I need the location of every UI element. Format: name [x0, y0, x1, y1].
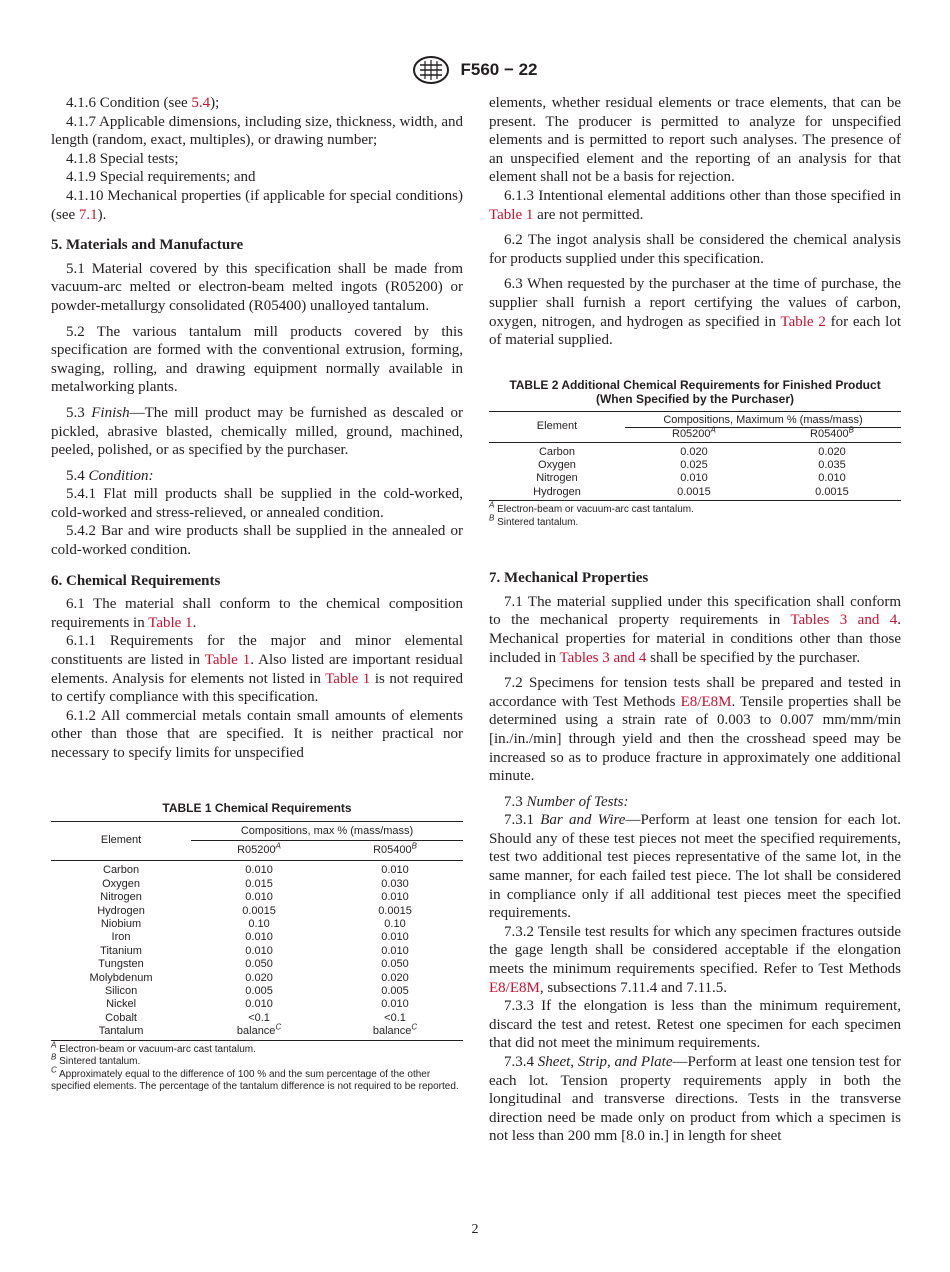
clause-7-3-3: 7.3.3 If the elongation is less than the minimum requirement, discard the test and retest. Retest one specimen for each specimen that did not meet the minimum requirements.: [489, 998, 901, 1052]
table-2-row: [489, 459, 901, 472]
link-table-1[interactable]: Table 1: [204, 652, 251, 669]
page-number: 2: [471, 1222, 479, 1237]
table-1-cell-a: 0.010: [245, 891, 273, 904]
table-1-cell-element: Cobalt: [105, 1011, 137, 1024]
clause-7-1: 7.1 The material supplied under this specification shall conform to the mechanical property requirements in Tables 3 and 4. Mechanical properties for material in conditions other than those included in Tables 3 and 4 shall be specified by the purchaser.: [489, 593, 901, 666]
clause-4-1-9: 4.1.9 Special requirements; and: [66, 169, 256, 186]
link-table-1[interactable]: Table 1: [148, 614, 193, 631]
table-1-footnotes: [51, 1040, 463, 1094]
table-2-col-r05400: $R05400^B$: [810, 425, 854, 441]
table-1-row: [51, 891, 463, 904]
table-2-grid: [489, 411, 901, 499]
section-6-heading: 6. Chemical Requirements: [51, 572, 221, 589]
table-2-row: [489, 472, 901, 485]
clause-4-1-8: 4.1.8 Special tests;: [66, 150, 179, 167]
table-1-row: [51, 918, 463, 931]
clause-7-3-1: 7.3.1 Bar and Wire—Perform at least one tension for each lot. Should any of these test pieces not meet the specified requirements, test two additional test pieces representative of the same lot, in the same manner, for each failed test piece. The lot shall be considered in compliance only if all additional test pieces meet the specified requirements.: [489, 812, 901, 922]
document-designation: F560 − 22: [460, 60, 538, 79]
table-1-cell-a: 0.010: [245, 998, 273, 1011]
table-1-cell-a: 0.0015: [242, 904, 276, 917]
page-header: [0, 56, 950, 84]
clause-6-1-2-continued: elements, whether residual elements or trace elements, that can be present. The producer is permitted to analyze for unspecified elements and is permitted to report such analyses. The presence of an unspecified element and the reporting of an analysis for that element shall not be a basis for rejection.: [489, 95, 901, 186]
clause-5-3: 5.3 Finish—The mill product may be furnished as descaled or pickled, abrasive blasted, chemically milled, ground, machined, peeled, polished, or as specified by the purchaser.: [51, 404, 463, 459]
table-1-cell-a: 0.005: [245, 985, 273, 998]
table-1-row: [51, 931, 463, 944]
table-1-cell-b: 0.010: [381, 944, 409, 957]
link-table-2[interactable]: Table 2: [780, 313, 826, 330]
clause-7-2: 7.2 Specimens for tension tests shall be prepared and tested in accordance with Test Methods E8/E8M. Tensile properties shall be determined using a strain rate of 0.003 to 0.007 mm/mm/min [in./in./min] through yield and then the crosshead speed may be increased so as to produce fracture in approximately one additional minute.: [489, 675, 901, 785]
section-5-heading: 5. Materials and Manufacture: [51, 237, 244, 254]
clause-7-3: 7.3 Number of Tests:: [504, 793, 629, 810]
table-2-cell-element: Hydrogen: [533, 485, 581, 498]
table-1-cell-element: Tantalum: [98, 1025, 144, 1038]
table-1-cell-b: 0.005: [381, 985, 409, 998]
table-2-cell-a: 0.0015: [677, 485, 711, 498]
clause-5-4: 5.4 Condition:: [66, 467, 154, 484]
clause-4-1-6: 4.1.6 Condition (see 5.4);: [66, 95, 220, 111]
table-1-footnote-b: $^B$ Sintered tantalum.: [51, 1052, 141, 1068]
table-1-col-group: Compositions, max % (mass/mass): [191, 821, 463, 840]
table-1-row: [51, 905, 463, 918]
table-2-cell-element: Oxygen: [538, 458, 576, 471]
table-1-cell-b: 0.050: [381, 958, 409, 971]
table-1-cell-a: <0.1: [248, 1011, 270, 1024]
table-1-row: [51, 998, 463, 1011]
table-2-footnote-a: $^A$ Electron-beam or vacuum-arc cast tantalum.: [489, 500, 694, 516]
table-2-footnote-b: $^B$ Sintered tantalum.: [489, 513, 579, 528]
table-2-cell-a: 0.020: [680, 445, 708, 458]
table-1-row: [51, 958, 463, 971]
table-1: [51, 801, 463, 1094]
table-1-cell-b: 0.010: [381, 998, 409, 1011]
table-1-title: TABLE 1 Chemical Requirements: [162, 800, 352, 815]
table-1-row: [51, 1012, 463, 1025]
table-1-cell-a: 0.010: [245, 864, 273, 877]
table-1-row: [51, 861, 463, 878]
table-1-cell-a: 0.10: [248, 918, 270, 931]
clause-5-4-1: 5.4.1 Flat mill products shall be supplied in the cold-worked, cold-worked and stress-relieved, or annealed condition.: [51, 486, 463, 521]
clause-6-2: 6.2 The ingot analysis shall be considered the chemical analysis for products supplied under this specification.: [489, 232, 901, 267]
table-1-footnote-a: $^A$ Electron-beam or vacuum-arc cast tantalum.: [51, 1040, 256, 1055]
table-2-title-line1: TABLE 2 Additional Chemical Requirements for Finished Product: [509, 377, 881, 392]
link-table-1[interactable]: Table 1: [489, 206, 534, 223]
table-1-row: [51, 878, 463, 891]
table-1-cell-element: Niobium: [100, 918, 142, 931]
left-column: [51, 94, 463, 1094]
table-1-footnote-c: $^C$ Approximately equal to the difference of 100 % and the sum percentage of the other specified elements. The percentage of the tantalum difference is not required to be reported.: [51, 1065, 459, 1093]
table-1-row: [51, 1025, 463, 1038]
table-1-cell-a: 0.020: [245, 971, 273, 984]
clause-6-3: 6.3 When requested by the purchaser at the time of purchase, the supplier shall furnish a report certifying the values of carbon, oxygen, nitrogen, and hydrogen as specified in Table 2 for each lot of material supplied.: [489, 276, 901, 349]
table-1-cell-a: 0.010: [245, 944, 273, 957]
table-1-cell-b: 0.010: [381, 891, 409, 904]
link-7-1[interactable]: 7.1: [78, 206, 98, 223]
table-1-cell-b: 0.010: [381, 864, 409, 877]
table-1-cell-element: Nickel: [106, 998, 137, 1011]
table-1-row: [51, 972, 463, 985]
table-2-cell-b: 0.010: [818, 472, 846, 485]
table-1-cell-element: Titanium: [100, 944, 142, 957]
table-2-cell-b: 0.035: [818, 458, 846, 471]
table-1-cell-a: 0.010: [245, 931, 273, 944]
table-1-cell-element: Molybdenum: [89, 971, 153, 984]
table-1-cell-b: balance$^C$: [372, 1022, 418, 1038]
table-1-cell-element: Silicon: [104, 985, 138, 998]
table-1-grid: [51, 821, 463, 1039]
table-1-row: [51, 945, 463, 958]
link-5-4[interactable]: 5.4: [191, 95, 211, 111]
table-2-row: [489, 442, 901, 459]
table-2-cell-a: 0.025: [680, 458, 708, 471]
clause-7-3-4: 7.3.4 Sheet, Strip, and Plate—Perform at least one tension test for each lot. Tension property requirements apply in both the longitudinal and transverse directions. Tests in the transverse direction need be made only on product from which a specimen is not less than 200 mm [8.0 in.] in length for sheet: [489, 1054, 902, 1145]
table-1-cell-b: <0.1: [384, 1011, 406, 1024]
table-1-cell-a: 0.050: [245, 958, 273, 971]
clause-5-1: 5.1 Material covered by this specification shall be made from vacuum-arc melted or electron-beam melted ingots (R05200) or powder-metallurgy consolidated (R05400) unalloyed tantalum.: [51, 260, 463, 314]
table-1-cell-element: Carbon: [103, 864, 140, 877]
table-1-cell-b: 0.030: [381, 877, 409, 890]
link-e8-e8m[interactable]: E8/E8M: [680, 693, 732, 710]
table-2-footnotes: [489, 500, 901, 529]
link-e8-e8m[interactable]: E8/E8M: [489, 979, 540, 996]
clause-7-3-2: 7.3.2 Tensile test results for which any specimen fractures outside the gage length shall be considered acceptable if the elongation meets the minimum requirements specified. Refer to Test Methods E8/E8M, subsections 7.11.4 and 7.11.5.: [489, 923, 901, 996]
table-2-cell-b: 0.020: [818, 445, 846, 458]
table-1-cell-element: Hydrogen: [97, 904, 145, 917]
table-1-row: [51, 985, 463, 998]
table-2-cell-a: 0.010: [680, 472, 708, 485]
clause-6-1: 6.1 The material shall conform to the chemical composition requirements in Table 1.: [51, 596, 463, 631]
table-2-cell-element: Nitrogen: [536, 472, 578, 485]
table-1-cell-a: balance$^C$: [236, 1022, 282, 1038]
table-1-cell-b: 0.0015: [378, 904, 412, 917]
table-1-col-r05200: $R05200^A$: [237, 841, 281, 856]
right-column: [489, 94, 901, 1146]
table-1-cell-element: Tungsten: [98, 958, 144, 971]
clause-6-1-1: 6.1.1 Requirements for the major and minor elemental constituents are listed in Table 1. Also listed are important residual elements. Analysis for elements not listed in Table 1 is not required to certify compliance with this specification.: [51, 633, 463, 706]
clause-4-1-7: 4.1.7 Applicable dimensions, including size, thickness, width, and length (random, exact, multiples), or drawing number;: [51, 113, 463, 149]
table-2-col-element: Element: [536, 419, 578, 432]
table-2-cell-element: Carbon: [538, 445, 576, 458]
table-2-cell-b: 0.0015: [815, 485, 849, 498]
table-2-row: [489, 486, 901, 499]
clause-6-1-2: 6.1.2 All commercial metals contain small amounts of elements other than those that are specified. It is neither practical nor necessary to specify limits for unspecified: [51, 707, 463, 761]
table-2-title-line2: (When Specified by the Purchaser): [595, 391, 795, 406]
table-2-col-group: Compositions, Maximum % (mass/mass): [625, 411, 901, 427]
astm-logo: [412, 56, 450, 84]
clause-5-4-2: 5.4.2 Bar and wire products shall be supplied in the annealed or cold-worked condition.: [51, 523, 463, 559]
clause-5-2: 5.2 The various tantalum mill products covered by this specification are formed with the conventional extrusion, forming, swaging, rolling, and drawing equipment normally available in metalworking plants.: [51, 323, 463, 396]
table-1-cell-b: 0.020: [381, 971, 409, 984]
table-1-cell-element: Iron: [111, 931, 131, 944]
link-table-1[interactable]: Table 1: [325, 670, 371, 687]
table-2-col-r05200: $R05200^A$: [672, 425, 716, 441]
clause-6-1-3: 6.1.3 Intentional elemental additions other than those specified in Table 1 are not permitted.: [489, 187, 901, 223]
table-1-cell-element: Oxygen: [102, 877, 140, 890]
section-7-heading: 7. Mechanical Properties: [489, 570, 649, 587]
table-1-col-element: Element: [100, 834, 142, 847]
table-2: [489, 378, 901, 529]
link-tables-3-and-4[interactable]: Tables 3 and 4: [790, 612, 898, 629]
table-1-col-r05400: $R05400^B$: [373, 841, 417, 856]
link-tables-3-and-4[interactable]: Tables 3 and 4: [559, 649, 647, 666]
table-1-cell-b: 0.10: [384, 918, 406, 931]
clause-4-1-10: 4.1.10 Mechanical properties (if applicable for special conditions) (see 7.1).: [51, 187, 463, 223]
table-1-cell-a: 0.015: [245, 877, 273, 890]
table-1-cell-b: 0.010: [381, 931, 409, 944]
table-1-cell-element: Nitrogen: [100, 891, 142, 904]
